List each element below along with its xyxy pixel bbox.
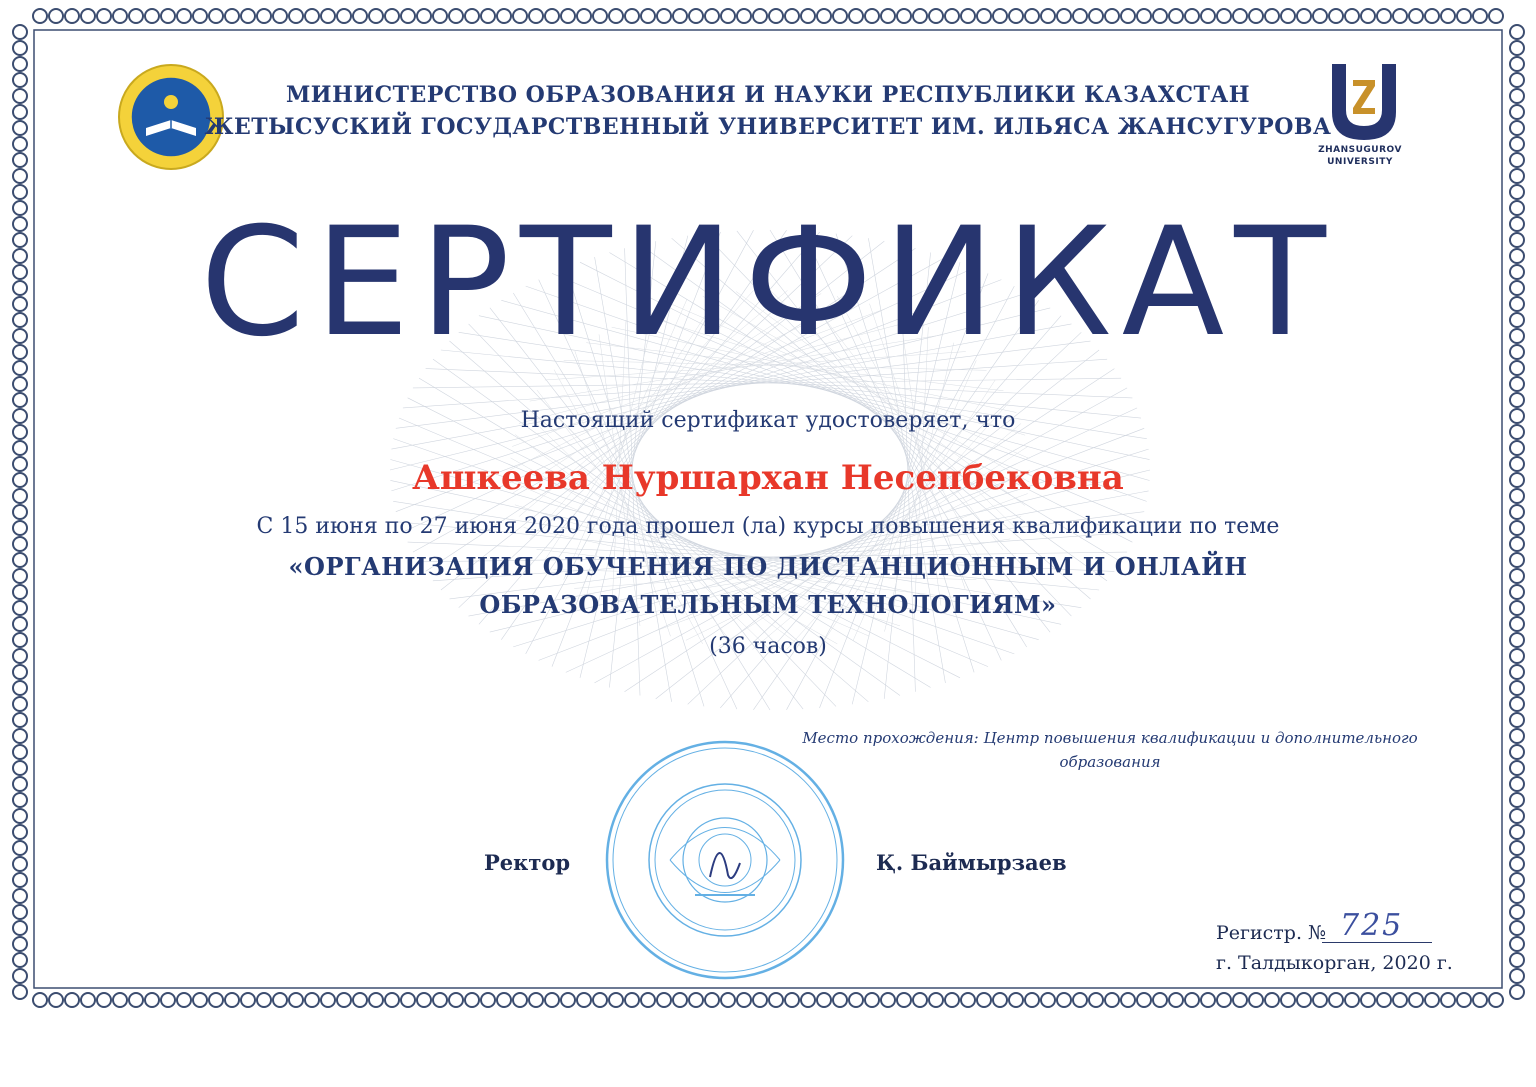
registration-label: Регистр. № bbox=[1216, 922, 1327, 944]
training-place bbox=[795, 726, 1425, 774]
certificate-title: СЕРТИФИКАТ bbox=[200, 196, 1336, 370]
logo-caption-line1: ZHANSUGUROV bbox=[1318, 145, 1402, 155]
rector-label: Ректор bbox=[484, 850, 571, 875]
ministry-heading: МИНИСТЕРСТВО ОБРАЗОВАНИЯ И НАУКИ РЕСПУБЛИКИ КАЗАХСТАН bbox=[285, 82, 1251, 108]
registration-number: 725 bbox=[1340, 908, 1404, 943]
training-place-line1: Место прохождения: Центр повышения квалификации и дополнительного bbox=[802, 729, 1418, 747]
official-stamp bbox=[600, 735, 850, 985]
logo-caption-line2: UNIVERSITY bbox=[1327, 157, 1393, 167]
intro-text: Настоящий сертификат удостоверяет, что bbox=[520, 408, 1016, 433]
signer-name: Қ. Баймырзаев bbox=[876, 850, 1067, 875]
university-heading: ЖЕТЫСУСКИЙ ГОСУДАРСТВЕННЫЙ УНИВЕРСИТЕТ ИМ. ИЛЬЯСА ЖАНСУГУРОВА bbox=[204, 114, 1332, 140]
course-dates-text: С 15 июня по 27 июня 2020 года прошел (ла) курсы повышения квалификации по теме bbox=[256, 514, 1280, 539]
city-year: г. Талдыкорган, 2020 г. bbox=[1216, 952, 1453, 974]
course-topic-line1: «ОРГАНИЗАЦИЯ ОБУЧЕНИЯ ПО ДИСТАНЦИОННЫМ И ОНЛАЙН bbox=[288, 552, 1248, 581]
course-hours: (36 часов) bbox=[709, 634, 827, 659]
training-place-line2: образования bbox=[1059, 753, 1161, 771]
recipient-name: Ашкеева Нуршархан Несепбековна bbox=[412, 458, 1124, 498]
course-topic-line2: ОБРАЗОВАТЕЛЬНЫМ ТЕХНОЛОГИЯМ» bbox=[479, 590, 1057, 619]
